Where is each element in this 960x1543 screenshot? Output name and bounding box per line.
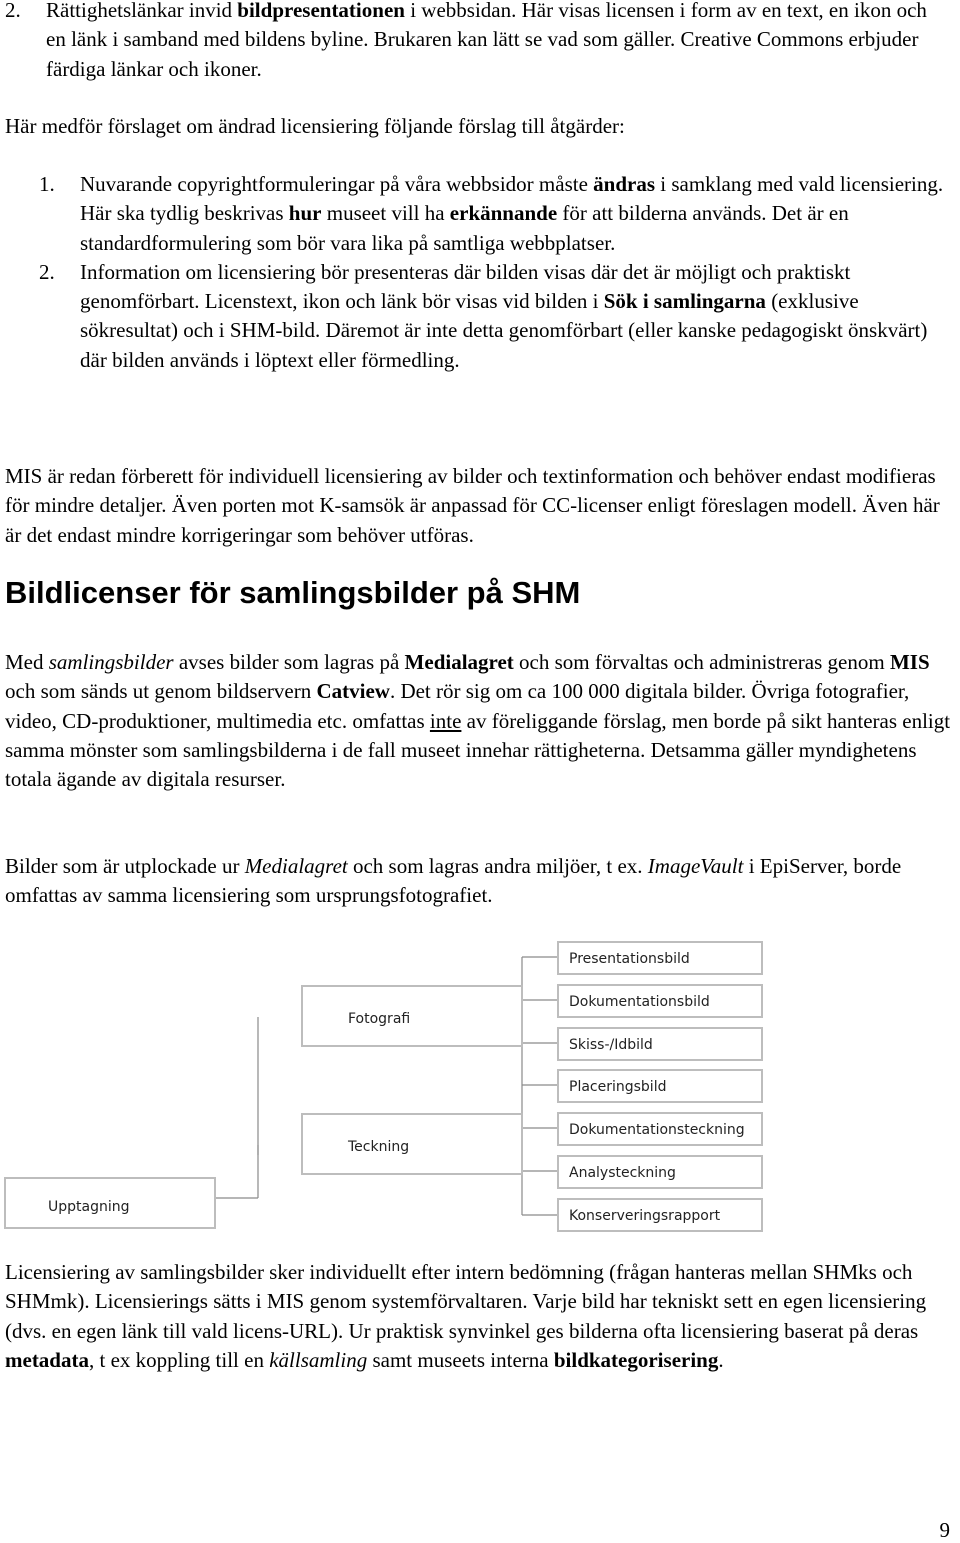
mis-paragraph: MIS är redan förberett för individuell licensiering av bilder och textinformation och behöver endast modifieras för mindre detaljer. Även porten mot K-samsök är anpassad för CC-licenser enligt föreslagen modell. Även här är det endast mindre korrigeringar som behöver utföras. [5,464,940,547]
list-number: 2. [5,0,21,22]
diagram-leaf-2 [558,1028,762,1060]
diagram-leaf-5 [558,1156,762,1188]
licensiering-paragraph: Licensiering av samlingsbilder sker individuellt efter intern bedömning (frågan hanteras mellan SHMks och SHMmk). Licensierings sätts i MIS genom systemförvaltaren. Varje bild har tekniskt sett en egen licensiering (dvs. en egen länk till vald licens-URL). Ur praktisk synvinkel ges bilderna ofta licensiering baserat på deras metadata, t ex koppling till en källsamling samt museets interna bildkategorisering. [5,1260,927,1372]
diagram-node-teckning [302,1114,522,1174]
page-number: 9 [939,1518,950,1542]
rights-list [5,0,940,84]
diagram-node-root [5,1178,215,1228]
svg-text:Skiss-/Idbild: Skiss-/Idbild [569,1037,653,1053]
section-heading: Bildlicenser för samlingsbilder på SHM [5,575,581,610]
svg-text:Dokumentationsbild: Dokumentationsbild [569,994,710,1010]
diagram-leaf-0 [558,942,762,974]
svg-text:Teckning: Teckning [348,1139,410,1155]
intro-paragraph: Här medför förslaget om ändrad licensiering följande förslag till åtgärder: [5,114,625,138]
diagram-leaf-1 [558,985,762,1017]
utplockade-paragraph: Bilder som är utplockade ur Medialagret och som lagras andra miljöer, t ex. ImageVault i EpiServer, borde omfattas av samma licensiering som ursprungsfotografiet. [5,854,902,908]
list-item-action-1: 1. Nuvarande copyrightformuleringar på våra webbsidor måste ändras i samklang med vald licensiering. Här ska tydlig beskrivas hur museet vill ha erkännande för att bilderna används. Det är en standardformulering som bör vara lika på samtliga webbplatser. [39,172,944,255]
svg-text:Presentationsbild: Presentationsbild [569,951,690,967]
svg-text:Placeringsbild: Placeringsbild [569,1079,667,1095]
image-category-diagram [0,930,960,1235]
samlingsbilder-paragraph: Med samlingsbilder avses bilder som lagras på Medialagret och som förvaltas och administreras genom MIS och som sänds ut genom bildservern Catview. Det rör sig om ca 100 000 digitala bilder. Övriga fotografier, video, CD-produktioner, multimedia etc. omfattas inte av föreliggande förslag, men borde på sikt hanteras enligt samma mönster som samlingsbilderna i de fall museet innehar rättigheterna. Detsamma gäller myndighetens totala ägande av digitala resurser. [5,650,951,792]
svg-text:Konserveringsrapport: Konserveringsrapport [569,1208,721,1224]
list-item-action-2: 2. Information om licensiering bör presenteras där bilden visas där det är möjligt och praktiskt genomförbart. Licenstext, ikon och länk bör visas vid bilden i Sök i samlingarna (exklusive sökresultat) och i SHM-bild. Däremot är inte detta genomförbart (eller kanske pedagogiskt önskvärt) där bilden används i löptext eller förmedling. [39,259,928,372]
svg-text:Analysteckning: Analysteckning [569,1165,676,1181]
svg-text:Upptagning: Upptagning [48,1199,130,1215]
svg-text:Fotografi: Fotografi [348,1011,411,1027]
diagram-leaf-3 [558,1070,762,1102]
action-list [39,170,949,375]
diagram-node-fotografi [302,986,522,1046]
diagram-leaf-6 [558,1199,762,1231]
diagram-leaf-4 [558,1113,762,1145]
list-item-rights-links: 2. Rättighetslänkar invid bildpresentationen i webbsidan. Här visas licensen i form av en text, en ikon och en länk i samband med bildens byline. Brukaren kan lätt se vad som gäller. Creative Commons erbjuder färdiga länkar och ikoner. [5,0,940,84]
svg-text:Dokumentationsteckning: Dokumentationsteckning [569,1122,745,1138]
